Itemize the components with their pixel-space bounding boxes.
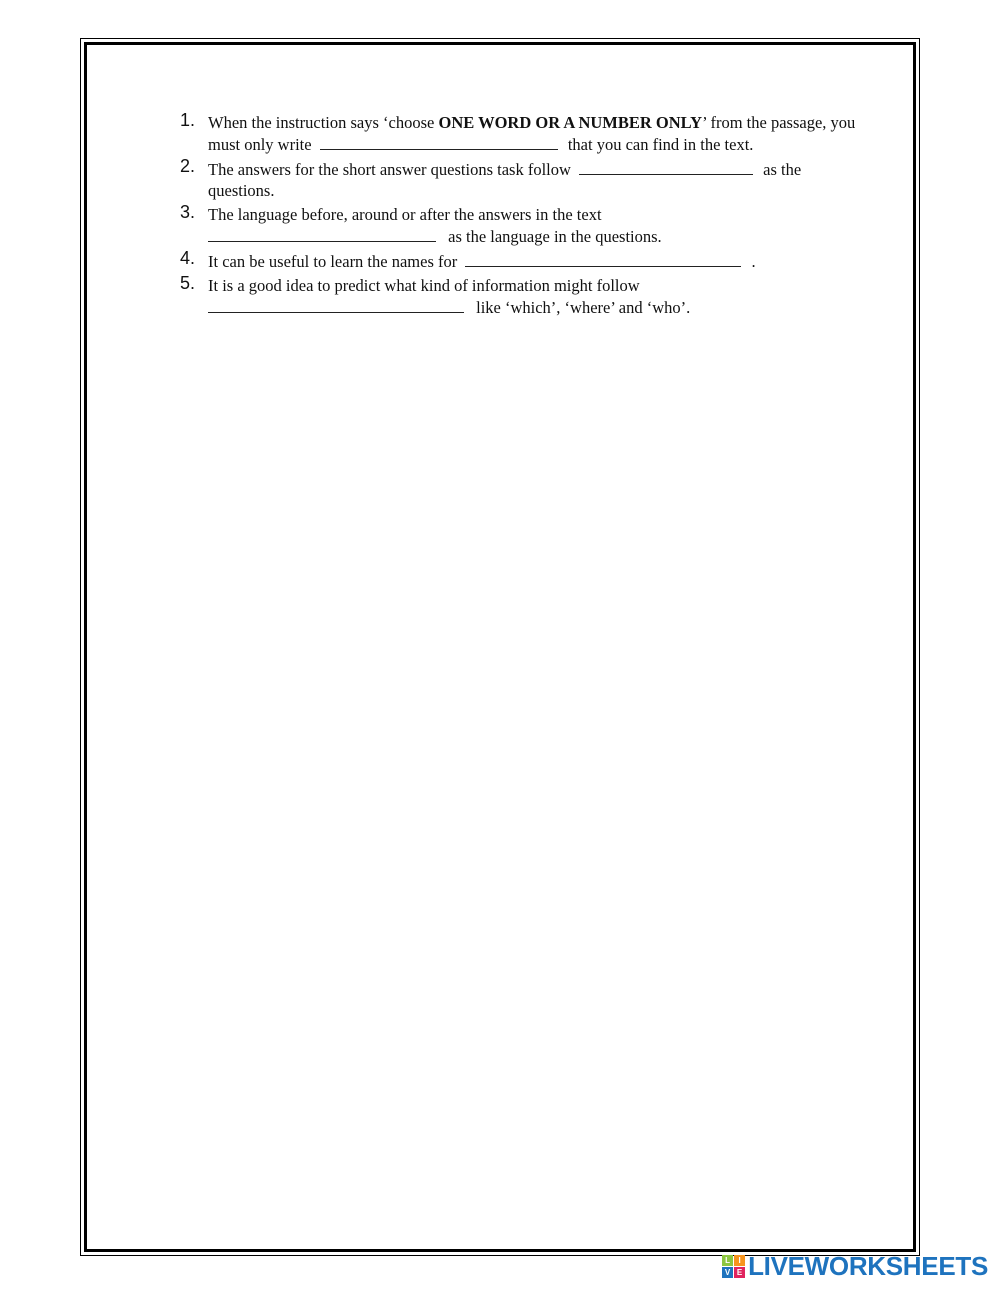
logo-icon [722, 1255, 745, 1278]
question-text: When the instruction says ‘choose [208, 113, 439, 132]
question-item-5 [170, 275, 860, 318]
question-emphasis: ONE WORD OR A NUMBER ONLY [438, 113, 703, 132]
question-text: as the questions. [208, 160, 802, 200]
question-text: It is a good idea to predict what kind of information might follow [208, 276, 640, 295]
question-text: The language before, around or after the answers in the text [208, 205, 602, 224]
question-number: 3. [180, 202, 196, 222]
question-text: like ‘which’, ‘where’ and ‘who’. [476, 298, 691, 317]
answer-blank-1[interactable] [320, 133, 558, 150]
answer-blank-4[interactable] [465, 250, 741, 267]
question-text: that you can find in the text. [567, 135, 754, 154]
answer-blank-2[interactable] [579, 158, 753, 175]
question-number: 2. [180, 156, 196, 176]
question-number: 5. [180, 273, 196, 293]
question-text: It can be useful to learn the names for [208, 252, 458, 271]
question-number: 1. [180, 110, 196, 130]
question-text: ’ from the passage, you must only write [208, 113, 856, 154]
answer-blank-3[interactable] [208, 225, 436, 242]
question-item-2 [170, 158, 860, 201]
logo-text: LIVEWORKSHEETS [748, 1251, 988, 1281]
liveworksheets-logo [722, 1251, 988, 1282]
question-text: . [751, 252, 756, 271]
question-number: 4. [180, 248, 196, 268]
logo-cell-l: L [722, 1255, 733, 1266]
logo-cell-i: I [734, 1255, 745, 1266]
logo-cell-v: V [722, 1267, 733, 1278]
question-text: The answers for the short answer questions task follow [208, 160, 571, 179]
question-item-4 [170, 250, 860, 272]
question-item-1 [170, 112, 860, 155]
question-list [170, 112, 860, 321]
answer-blank-5[interactable] [208, 296, 464, 313]
question-text: as the language in the questions. [448, 227, 662, 246]
logo-cell-e: E [734, 1267, 745, 1278]
question-item-3 [170, 204, 860, 247]
